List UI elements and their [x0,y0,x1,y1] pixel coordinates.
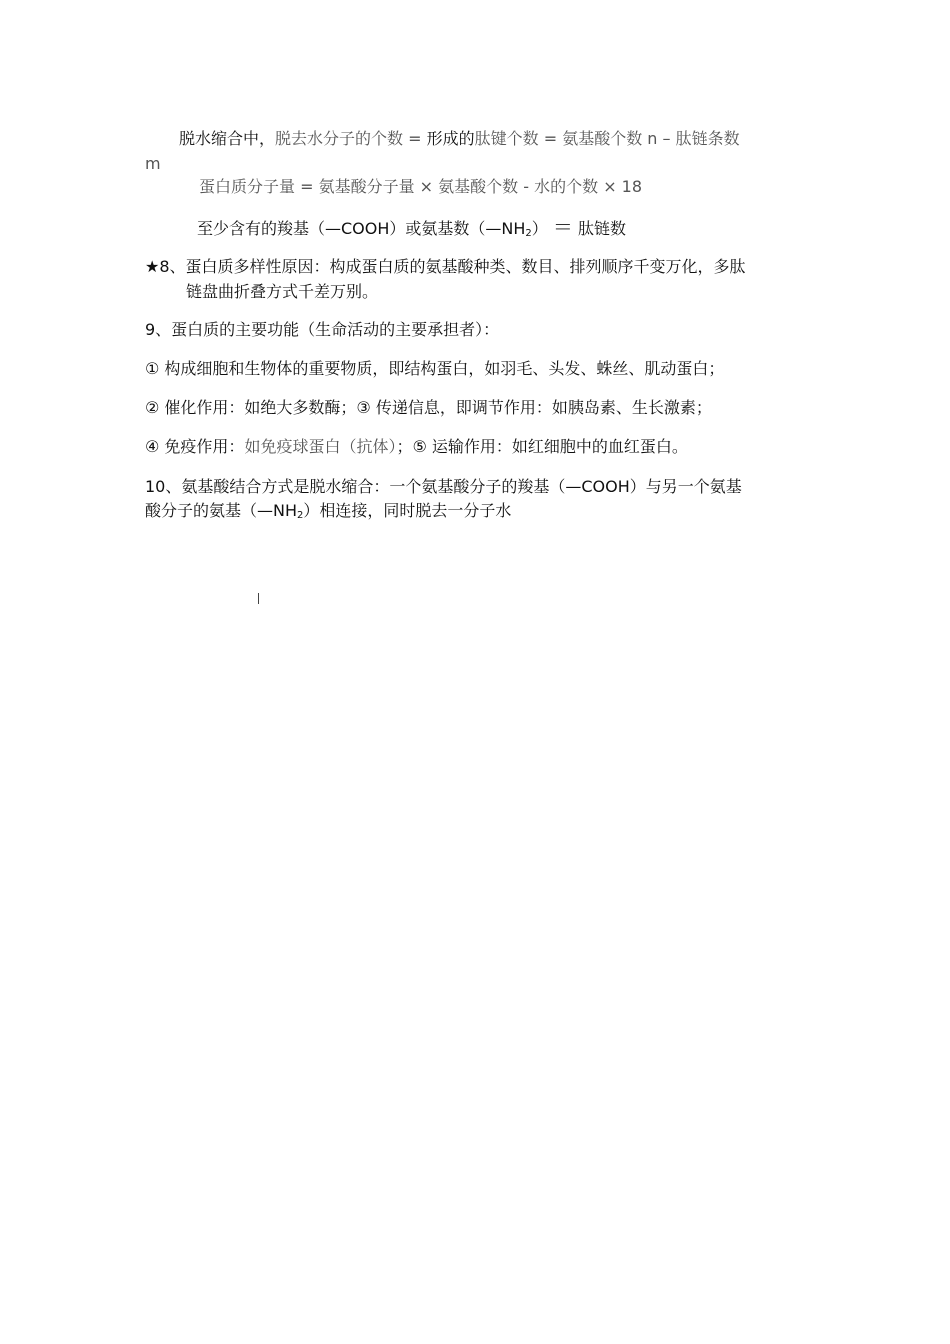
item9-heading: 9、蛋白质的主要功能（生命活动的主要承担者）： [145,320,500,339]
formula-text: 至少含有的羧基（—COOH）或氨基数（—NH [197,219,526,238]
item8-line2: 链盘曲折叠方式千差万别。 [186,282,379,301]
subscript: 2 [297,510,304,521]
formula-line-wrap: m [145,154,161,173]
formula-line-min-groups [197,217,626,239]
item9-function-1: ① 构成细胞和生物体的重要物质，即结构蛋白，如羽毛、头发、蛛丝、肌动蛋白； [145,359,725,378]
formula-line-water-peptide [179,129,740,149]
formula-text: ） [531,219,548,238]
item10-line2 [145,501,511,521]
function-text: ④ 免疫作用： [145,437,245,456]
formula-text: 形成的 [426,129,475,148]
item10-line1: 10、氨基酸结合方式是脱水缩合：一个氨基酸分子的羧基（—COOH）与另一个氨基 [145,477,742,496]
item8-line1: ★8、蛋白质多样性原因：构成蛋白质的氨基酸种类、数目、排列顺序千变万化，多肽 [145,257,746,276]
text-cursor[interactable] [258,593,259,604]
item10-text: 酸分子的氨基（—NH [145,501,298,520]
formula-text: 肽键个数 = 氨基酸个数 n – 肽链条数 [474,129,740,148]
subscript: 2 [525,228,532,239]
function-text: ；⑤ 运输作用：如红细胞中的血红蛋白。 [396,437,688,456]
item9-function-3 [145,437,688,457]
item10-text: ）相连接，同时脱去一分子水 [303,501,512,520]
item9-function-2: ② 催化作用：如绝大多数酶；③ 传递信息，即调节作用：如胰岛素、生长激素； [145,398,712,417]
equals-sign: ＝ [552,215,573,239]
formula-text: 脱去水分子的个数 = [275,129,427,148]
function-text: 如免疫球蛋白（抗体） [244,437,397,456]
formula-text: 脱水缩合中， [179,129,276,148]
formula-line-molecular-weight: 蛋白质分子量 = 氨基酸分子量 × 氨基酸个数 - 水的个数 × 18 [199,177,643,196]
formula-text: 肽链数 [577,219,626,238]
